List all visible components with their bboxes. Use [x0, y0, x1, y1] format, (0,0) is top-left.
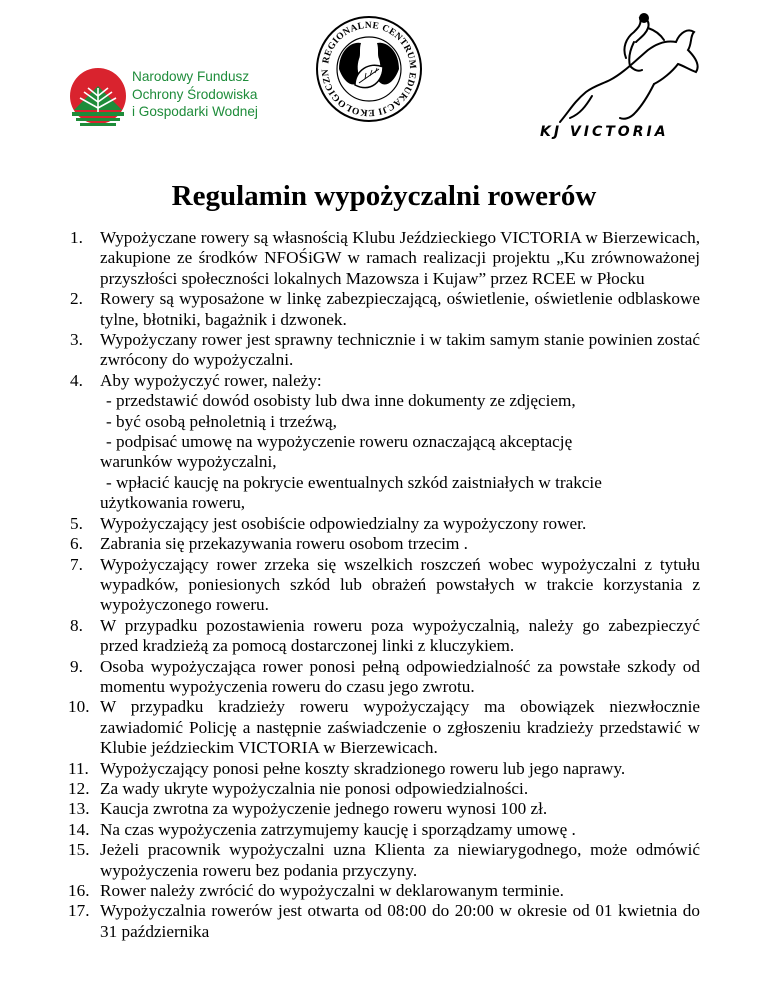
rule-number: 16.	[68, 881, 90, 900]
rule-item	[70, 228, 700, 289]
rule-text: Kaucja zwrotna za wypożyczenie jednego roweru wynosi 100 zł.	[100, 799, 548, 819]
rule-subitem: - wpłacić kaucję na pokrycie ewentualnych szkód zaistniałych w trakcie	[106, 472, 602, 492]
rcee-seal-icon	[315, 15, 423, 123]
rule-subitem: - przedstawić dowód osobisty lub dwa inne dokumenty ze zdjęciem,	[106, 391, 576, 411]
rule-text: Wypożyczane rowery są własnością Klubu Jeździeckiego VICTORIA w Bierzewicach, zakupione ze środków NFOŚiGW w ramach realizacji projektu „Ku zrównoważonej przyszłości społeczności lokalnych Mazowsza i Kujaw” przez RCEE w Płocku	[100, 228, 700, 288]
rule-number: 15.	[68, 840, 90, 860]
rcee-seal	[315, 15, 423, 123]
rule-text: Wypożyczający ponosi pełne koszty skradzionego roweru lub jego naprawy.	[100, 758, 626, 778]
rule-number: 6.	[70, 534, 83, 554]
rule-item	[68, 901, 700, 942]
kj-victoria-text: KJ VICTORIA	[540, 124, 669, 140]
rule-text: Rowery są wyposażone w linkę zabezpieczającą, oświetlenie, oświetlenie odblaskowe tylne, błotniki, bagażnik i dzwonek.	[100, 289, 700, 329]
rule-item	[70, 330, 700, 371]
horse-rider-icon	[530, 10, 710, 130]
rule-number: 1.	[70, 228, 83, 247]
rule-item	[70, 534, 700, 554]
rule-item	[68, 697, 700, 758]
nfosigw-line: i Gospodarki Wodnej	[132, 104, 258, 119]
rule-number: 13.	[68, 799, 90, 819]
rule-number: 11.	[68, 758, 89, 778]
rule-subitem: - być osobą pełnoletnią i trzeźwą,	[106, 411, 337, 431]
rule-subitem: użytkowania roweru,	[100, 493, 246, 513]
rule-item	[70, 656, 700, 698]
rule-number: 3.	[70, 330, 83, 350]
kj-victoria-logo	[530, 10, 710, 170]
rule-text: Aby wypożyczyć rower, należy:	[100, 370, 322, 390]
rule-text: Osoba wypożyczająca rower ponosi pełną odpowiedzialność za powstałe szkody od momentu wypożyczenia roweru do czasu jego zwrotu.	[100, 656, 700, 696]
rule-text: W przypadku kradzieży roweru wypożyczający ma obowiązek niezwłocznie zawiadomić Policję a następnie zaświadczenie o zgłoszeniu kradzieży przedstawić w Klubie jeździeckim VICTORIA w Bierzewicach.	[100, 697, 700, 758]
nfosigw-emblem-icon	[68, 66, 130, 136]
rule-text: Rower należy zwrócić do wypożyczalni w deklarowanym terminie.	[100, 881, 564, 900]
svg-text:REGIONALNE CENTRUM EDUKACJI EK	[315, 15, 417, 117]
nfosigw-line: Ochrony Środowiska	[132, 86, 258, 102]
rule-item	[70, 554, 700, 616]
nfosigw-line: Narodowy Fundusz	[132, 69, 250, 84]
rule-item	[70, 289, 700, 330]
rule-number: 10.	[68, 697, 90, 717]
logo-header	[0, 0, 768, 175]
rule-number: 2.	[70, 289, 83, 309]
nfosigw-logo	[68, 66, 268, 136]
rule-text: Wypożyczający rower zrzeka się wszelkich roszczeń wobec wypożyczalni z tytułu wypadków, poniesionych szkód lub obrażeń powstałych w trakcie korzystania z wypożyczonego roweru.	[100, 554, 700, 615]
rule-text: Wypożyczający jest osobiście odpowiedzialny za wypożyczony rower.	[100, 513, 587, 533]
rule-item	[70, 615, 700, 657]
rule-item	[68, 840, 700, 881]
rule-text: W przypadku pozostawienia roweru poza wypożyczalnią, należy go zabezpieczyć przed kradzieżą za pomocą dostarczonej linki z kluczykiem.	[100, 615, 700, 656]
rule-item	[68, 799, 700, 819]
rule-number: 14.	[68, 819, 90, 839]
rule-number: 4.	[70, 370, 83, 390]
rules-list	[68, 228, 700, 942]
rule-number: 12.	[68, 778, 90, 798]
rule-item	[70, 513, 700, 534]
rule-number: 5.	[70, 513, 83, 533]
rule-item	[68, 819, 700, 840]
rule-item	[70, 370, 700, 514]
rule-number: 9.	[70, 656, 83, 676]
rule-text: Wypożyczany rower jest sprawny technicznie i w takim samym stanie powinien zostać zwrócony do wypożyczalni.	[100, 330, 700, 370]
nfosigw-name	[132, 68, 272, 121]
rule-subitem: - podpisać umowę na wypożyczenie roweru oznaczającą akceptację	[106, 432, 573, 452]
rule-text: Zabrania się przekazywania roweru osobom trzecim .	[100, 534, 468, 554]
page-title: Regulamin wypożyczalni rowerów	[171, 180, 597, 212]
rule-item	[68, 778, 700, 799]
rule-subitem: warunków wypożyczalni,	[100, 452, 277, 472]
rule-number: 17.	[68, 901, 90, 921]
rule-item	[68, 881, 700, 901]
rule-text: Na czas wypożyczenia zatrzymujemy kaucję i sporządzamy umowę .	[100, 819, 576, 839]
rule-text: Jeżeli pracownik wypożyczalni uzna Klienta za niewiarygodnego, może odmówić wypożyczenia roweru bez podania przyczyny.	[100, 840, 700, 880]
rule-number: 7.	[70, 554, 83, 574]
rule-item	[68, 758, 700, 779]
rcee-arc-text: REGIONALNE CENTRUM EDUKACJI EKOLOGICZN	[320, 20, 418, 118]
rule-number: 8.	[70, 615, 83, 635]
rule-text: Wypożyczalnia rowerów jest otwarta od 08:00 do 20:00 w okresie od 01 kwietnia do 31 października	[100, 901, 700, 941]
rule-text: Za wady ukryte wypożyczalnia nie ponosi odpowiedzialności.	[100, 778, 529, 798]
